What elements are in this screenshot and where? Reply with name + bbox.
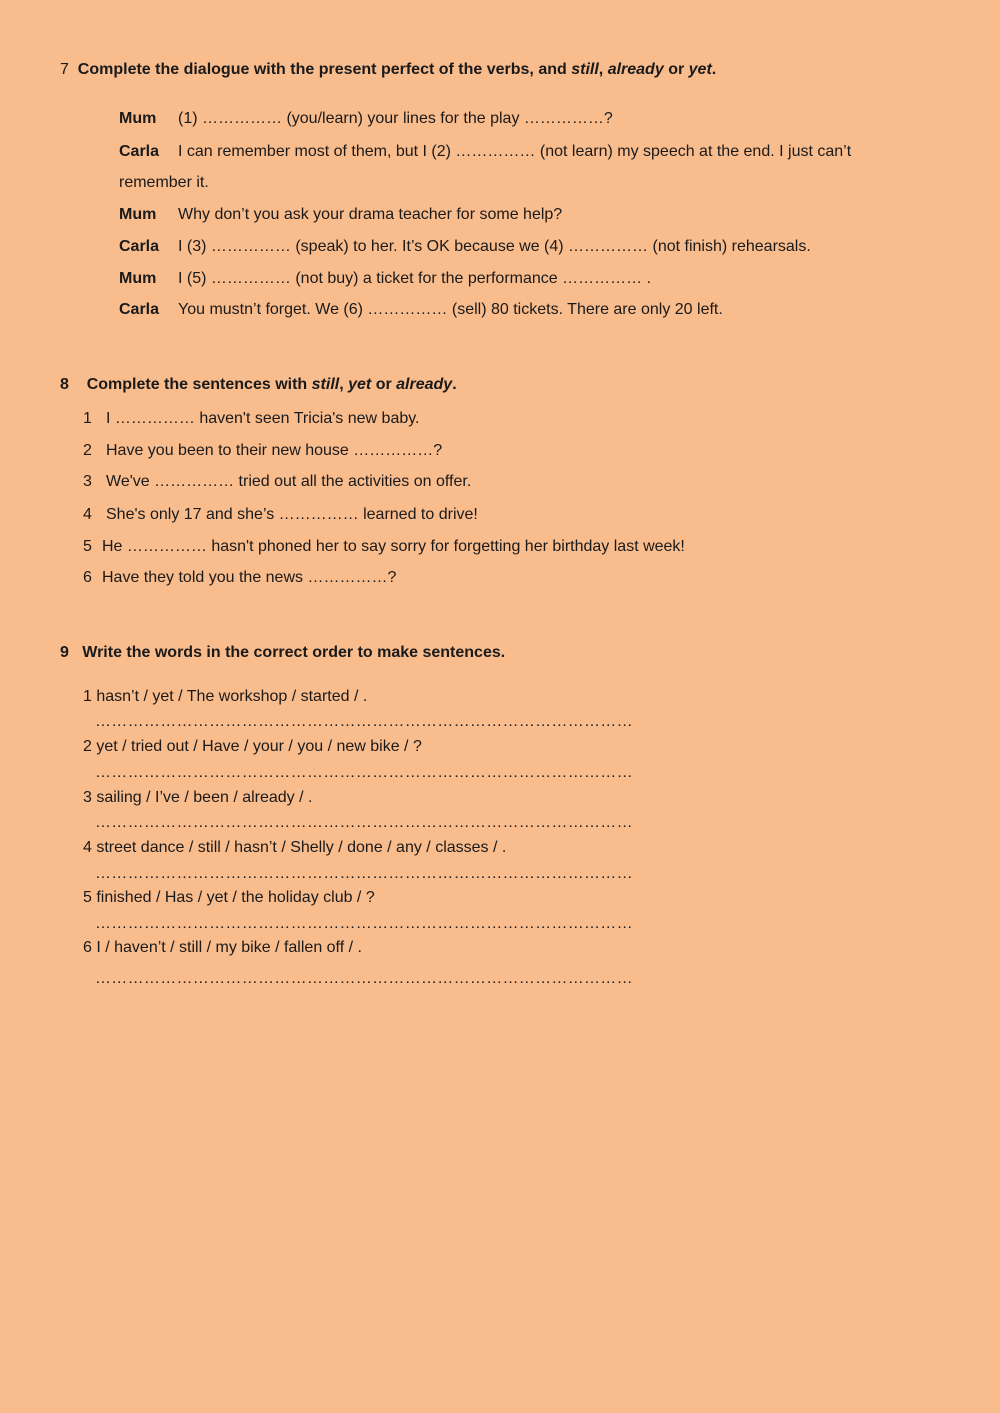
exercise-number: 9 bbox=[60, 644, 69, 661]
dialogue-text: Why don’t you ask your drama teacher for some help? bbox=[178, 206, 563, 223]
item-number: 2 bbox=[83, 442, 92, 459]
speaker-label: Mum bbox=[119, 270, 157, 287]
item-text: I …………… haven't seen Tricia's new baby. bbox=[106, 410, 420, 427]
exercise-number: 8 bbox=[60, 376, 69, 393]
keyword-yet: yet bbox=[688, 61, 712, 78]
exercise-number: 7 bbox=[60, 61, 69, 78]
item-text: He …………… hasn't phoned her to say sorry for forgetting her birthday last week! bbox=[102, 538, 685, 555]
speaker-label: Mum bbox=[119, 206, 157, 223]
separator: , bbox=[339, 376, 344, 393]
keyword-already: already bbox=[607, 61, 664, 78]
answer-line[interactable]: ……………………………………………………………………………………… bbox=[95, 915, 633, 932]
item-number: 1 bbox=[83, 410, 92, 427]
dialogue-text: (1) …………… (you/learn) your lines for the play ……………? bbox=[178, 110, 613, 127]
dialogue-text: remember it. bbox=[119, 174, 209, 191]
exercise-instruction: Complete the sentences with bbox=[86, 376, 308, 393]
item-text: Have they told you the news ……………? bbox=[102, 569, 397, 586]
speaker-label: Carla bbox=[119, 143, 160, 160]
exercise-8-heading bbox=[60, 375, 457, 395]
scramble-item: 4 street dance / still / hasn’t / Shelly / done / any / classes / . bbox=[83, 839, 507, 856]
scramble-item: 6 I / haven’t / still / my bike / fallen off / . bbox=[83, 939, 362, 956]
scramble-item: 3 sailing / I’ve / been / already / . bbox=[83, 789, 313, 806]
exercise-instruction: Complete the dialogue with the present perfect of the verbs, and bbox=[77, 61, 567, 78]
speaker-label: Mum bbox=[119, 110, 157, 127]
dialogue-text: I (3) …………… (speak) to her. It’s OK because we (4) …………… (not finish) rehearsals. bbox=[178, 238, 811, 255]
speaker-label: Carla bbox=[119, 301, 160, 318]
item-number: 5 bbox=[83, 538, 92, 555]
dialogue-text: You mustn’t forget. We (6) …………… (sell) 80 tickets. There are only 20 left. bbox=[178, 301, 723, 318]
exercise-9-heading bbox=[60, 643, 505, 663]
item-number: 4 bbox=[83, 506, 92, 523]
keyword-still: still bbox=[571, 61, 599, 78]
item-text: She's only 17 and she’s …………… learned to drive! bbox=[106, 506, 478, 523]
separator: . bbox=[452, 376, 457, 393]
keyword-yet: yet bbox=[348, 376, 372, 393]
dialogue-text: I (5) …………… (not buy) a ticket for the performance …………… . bbox=[178, 270, 652, 287]
keyword-still: still bbox=[311, 376, 340, 393]
item-number: 3 bbox=[83, 473, 92, 490]
item-text: Have you been to their new house ……………? bbox=[106, 442, 443, 459]
separator: or bbox=[375, 376, 392, 393]
item-number: 6 bbox=[83, 569, 92, 586]
scramble-item: 2 yet / tried out / Have / your / you / new bike / ? bbox=[83, 738, 422, 755]
answer-line[interactable]: ……………………………………………………………………………………… bbox=[95, 713, 633, 730]
item-text: We've …………… tried out all the activities on offer. bbox=[106, 473, 472, 490]
exercise-instruction: Write the words in the correct order to make sentences. bbox=[82, 644, 506, 661]
answer-line[interactable]: ……………………………………………………………………………………… bbox=[95, 814, 633, 831]
separator: or bbox=[668, 61, 685, 78]
scramble-item: 1 hasn’t / yet / The workshop / started / . bbox=[83, 688, 368, 705]
separator: , bbox=[598, 61, 604, 78]
scramble-item: 5 finished / Has / yet / the holiday club / ? bbox=[83, 889, 375, 906]
exercise-7-heading bbox=[60, 60, 716, 80]
speaker-label: Carla bbox=[119, 238, 160, 255]
answer-line[interactable]: ……………………………………………………………………………………… bbox=[95, 764, 633, 781]
dialogue-text: I can remember most of them, but I (2) …………… (not learn) my speech at the end. I just can’t bbox=[178, 143, 852, 160]
answer-line[interactable]: ……………………………………………………………………………………… bbox=[95, 970, 633, 987]
separator: . bbox=[711, 61, 717, 78]
answer-line[interactable]: ……………………………………………………………………………………… bbox=[95, 865, 633, 882]
keyword-already: already bbox=[396, 376, 453, 393]
